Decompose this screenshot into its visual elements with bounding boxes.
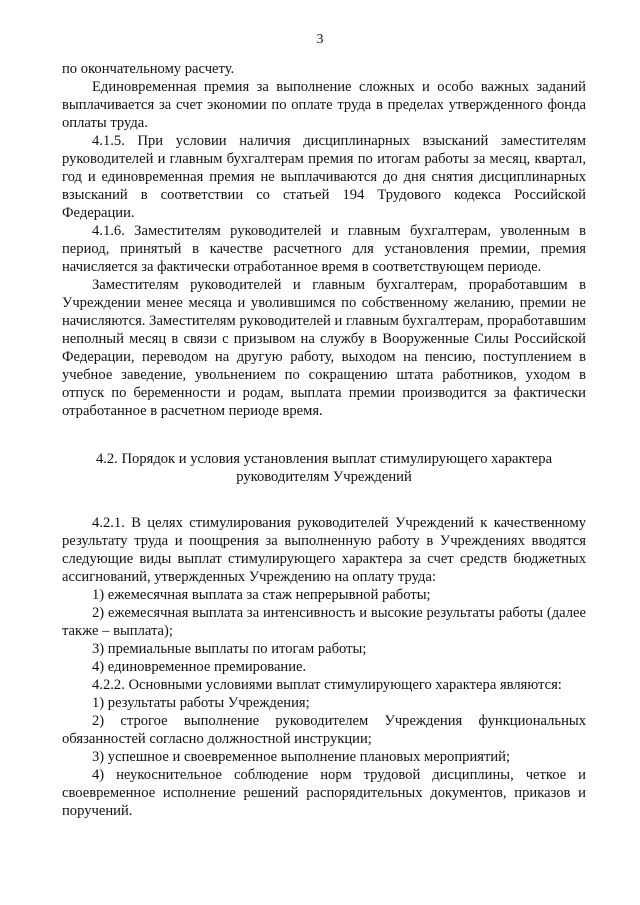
paragraph-4-1-6: 4.1.6. Заместителям руководителей и главным бухгалтерам, уволенным в период, принятый в качестве расчетного для установления премии, премия начисляется за фактически отработанное время в соответствующем периоде. — [62, 223, 586, 275]
paragraph-4-2-2: 4.2.2. Основными условиями выплат стимулирующего характера являются: — [92, 677, 562, 693]
section-heading-line-2: руководителям Учреждений — [236, 469, 412, 485]
paragraph-4-2-1: 4.2.1. В целях стимулирования руководителей Учреждений к качественному результату труда и поощрения за выполненную работу в Учреждениях вводятся следующие виды выплат стимулирующего характера за счет средств бюджетных ассигнований, утвержденных Учреждению на оплату труда: — [62, 515, 586, 585]
list-item-condition-4: 4) неукоснительное соблюдение норм трудовой дисциплины, четкое и своевременное исполнение решений распорядительных документов, приказов и поручений. — [62, 767, 586, 819]
list-item-condition-1: 1) результаты работы Учреждения; — [92, 695, 310, 711]
paragraph-final-settlement: по окончательному расчету. — [62, 61, 235, 77]
document-body — [62, 60, 586, 820]
list-item-payment-type-4: 4) единовременное премирование. — [92, 659, 307, 675]
list-item-payment-type-3: 3) премиальные выплаты по итогам работы; — [92, 641, 367, 657]
section-heading-line-1: 4.2. Порядок и условия установления выплат стимулирующего характера — [95, 451, 553, 467]
list-item-condition-3: 3) успешное и своевременное выполнение плановых мероприятий; — [92, 749, 511, 765]
list-item-payment-type-1: 1) ежемесячная выплата за стаж непрерывной работы; — [92, 587, 431, 603]
paragraph-dismissed-employees: Заместителям руководителей и главным бухгалтерам, проработавшим в Учреждении менее месяца и уволившимся по собственному желанию, премии не начисляются. Заместителям руководителей и главным бухгалтерам, проработавшим неполный месяц в связи с призывом на службу в Вооруженные Силы Российской Федерации, переводом на другую работу, выходом на пенсию, поступлением в учебное заведение, увольнением по сокращению штата работников, уходом в отпуск по беременности и родам, выплата премии производится за фактически отработанное в расчетном периоде время. — [62, 277, 586, 419]
list-item-condition-2: 2) строгое выполнение руководителем Учреждения функциональных обязанностей согласно должностной инструкции; — [62, 713, 586, 747]
section-heading — [62, 450, 586, 486]
paragraph-one-time-bonus: Единовременная премия за выполнение сложных и особо важных заданий выплачивается за счет экономии по оплате труда в пределах утвержденного фонда оплаты труда. — [62, 79, 586, 131]
paragraph-4-1-5: 4.1.5. При условии наличия дисциплинарных взысканий заместителям руководителей и главным бухгалтерам премия по итогам работы за месяц, квартал, год и единовременная премия не выплачиваются до дня снятия дисциплинарных взысканий в соответствии со статьей 194 Трудового кодекса Российской Федерации. — [62, 133, 586, 221]
page-number: 3 — [316, 32, 324, 47]
list-item-payment-type-2: 2) ежемесячная выплата за интенсивность и высокие результаты работы (далее также – выплата); — [62, 605, 586, 639]
